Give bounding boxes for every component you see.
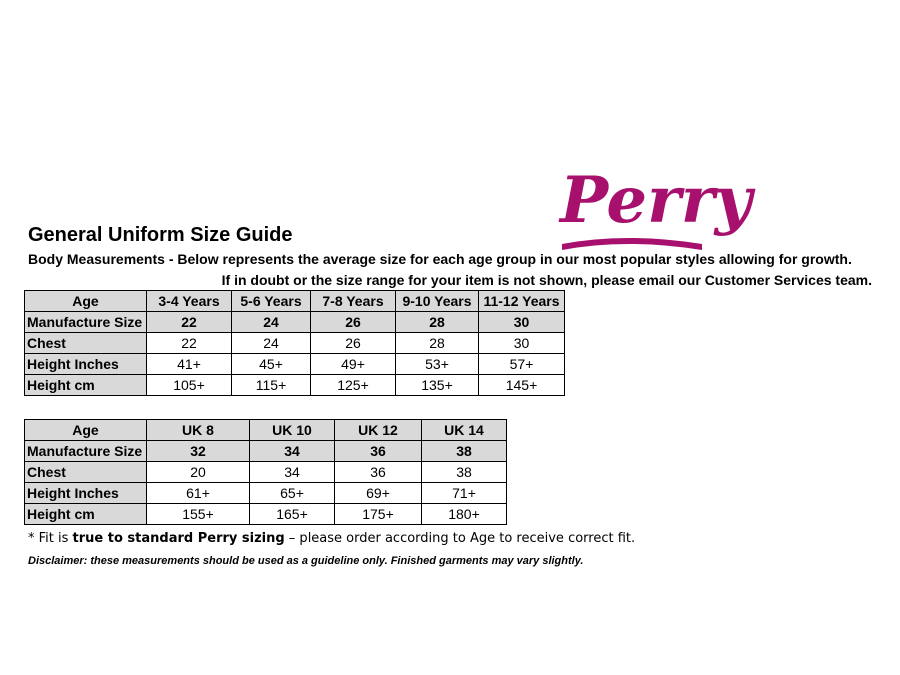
table-header-row [25, 291, 565, 312]
row-label: Chest [25, 333, 147, 354]
table-cell: 69+ [335, 483, 422, 504]
table-cell: 115+ [232, 375, 311, 396]
table-cell: 45+ [232, 354, 311, 375]
header-cell: UK 8 [147, 420, 250, 441]
logo-wordmark: Perry [560, 163, 752, 238]
table-header-row [25, 420, 507, 441]
table-cell: 24 [232, 333, 311, 354]
table-cell: 22 [147, 333, 232, 354]
table-cell: 32 [147, 441, 250, 462]
fit-note-emphasis: true to standard Perry sizing [72, 531, 285, 546]
header-cell: 9-10 Years [396, 291, 479, 312]
table-cell: 26 [311, 312, 396, 333]
table-cell: 38 [422, 462, 507, 483]
table-cell: 71+ [422, 483, 507, 504]
table-cell: 155+ [147, 504, 250, 525]
table-row [25, 312, 565, 333]
row-label: Chest [25, 462, 147, 483]
table-cell: 57+ [479, 354, 565, 375]
table-row [25, 375, 565, 396]
table-row [25, 462, 507, 483]
table-row [25, 354, 565, 375]
table-cell: 135+ [396, 375, 479, 396]
disclaimer: Disclaimer: these measurements should be used as a guideline only. Finished garments may vary slightly. [28, 555, 584, 567]
table-cell: 28 [396, 333, 479, 354]
table-cell: 53+ [396, 354, 479, 375]
perry-logo-icon [556, 148, 752, 252]
table-cell: 165+ [250, 504, 335, 525]
table-cell: 34 [250, 441, 335, 462]
table-cell: 22 [147, 312, 232, 333]
fit-note-suffix: – please order according to Age to receive correct fit. [284, 531, 636, 546]
subtitle-line-1: Body Measurements - Below represents the average size for each age group in our most popular styles allowing for growth. [28, 251, 852, 267]
fit-note-prefix: * Fit is [28, 531, 73, 546]
table-cell: 30 [479, 333, 565, 354]
table-cell: 20 [147, 462, 250, 483]
header-cell: 3-4 Years [147, 291, 232, 312]
table-cell: 24 [232, 312, 311, 333]
adult-size-table [24, 419, 507, 525]
table-cell: 28 [396, 312, 479, 333]
children-size-table [24, 290, 565, 396]
table-cell: 61+ [147, 483, 250, 504]
fit-note [28, 531, 635, 546]
header-cell: UK 12 [335, 420, 422, 441]
header-cell: 11-12 Years [479, 291, 565, 312]
table-cell: 65+ [250, 483, 335, 504]
header-cell: Age [25, 291, 147, 312]
table-cell: 34 [250, 462, 335, 483]
subtitle-line-2: If in doubt or the size range for your item is not shown, please email our Customer Services team. [221, 272, 872, 288]
table-cell: 38 [422, 441, 507, 462]
table-cell: 180+ [422, 504, 507, 525]
table-row [25, 333, 565, 354]
table-cell: 175+ [335, 504, 422, 525]
header-cell: UK 14 [422, 420, 507, 441]
table-cell: 105+ [147, 375, 232, 396]
table-cell: 36 [335, 441, 422, 462]
table-row [25, 441, 507, 462]
row-label: Height Inches [25, 354, 147, 375]
table-row [25, 504, 507, 525]
header-cell: 7-8 Years [311, 291, 396, 312]
row-label: Height cm [25, 504, 147, 525]
table-cell: 125+ [311, 375, 396, 396]
table-cell: 26 [311, 333, 396, 354]
row-label: Manufacture Size [25, 441, 147, 462]
page-title: General Uniform Size Guide [28, 224, 293, 246]
header-cell: Age [25, 420, 147, 441]
table-cell: 36 [335, 462, 422, 483]
header-cell: 5-6 Years [232, 291, 311, 312]
table-cell: 145+ [479, 375, 565, 396]
row-label: Height cm [25, 375, 147, 396]
table-row [25, 483, 507, 504]
header-cell: UK 10 [250, 420, 335, 441]
row-label: Height Inches [25, 483, 147, 504]
perry-logo [556, 148, 752, 252]
table-cell: 49+ [311, 354, 396, 375]
table-cell: 41+ [147, 354, 232, 375]
table-cell: 30 [479, 312, 565, 333]
row-label: Manufacture Size [25, 312, 147, 333]
